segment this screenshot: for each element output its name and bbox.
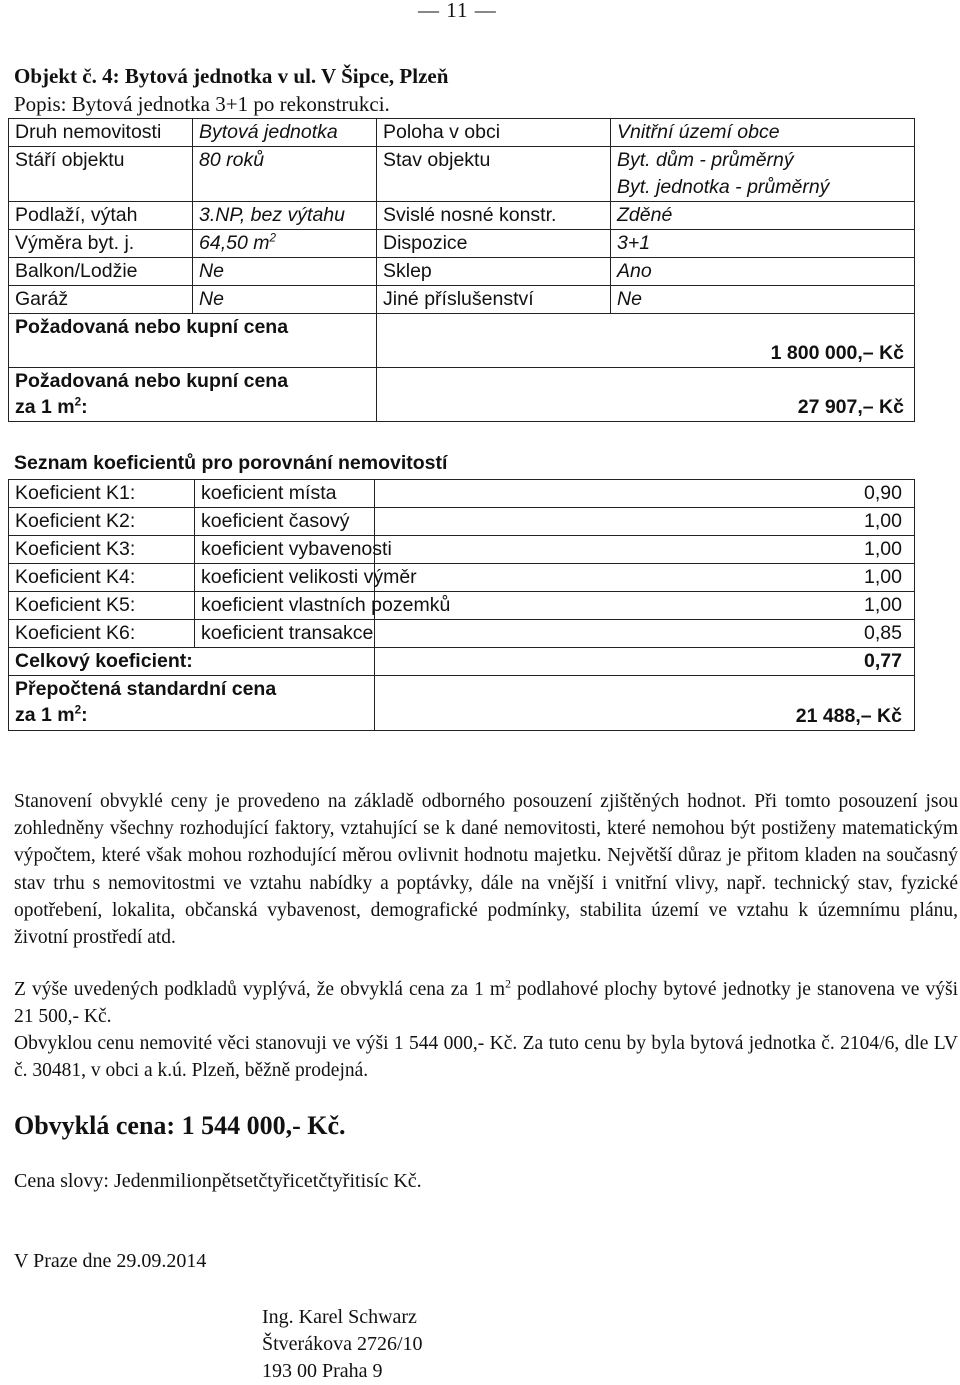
coef-name: Koeficient K3: — [9, 536, 195, 564]
state-unit: Byt. jednotka - průměrný — [617, 176, 830, 198]
date: V Praze dne 29.09.2014 — [14, 1250, 207, 1272]
signature-block — [262, 1304, 423, 1385]
label-cell: Dispozice — [377, 230, 611, 258]
page-number: — 11 — — [418, 0, 497, 22]
table-row — [9, 648, 915, 676]
coef-desc: koeficient vlastních pozemků — [195, 592, 375, 620]
coef-desc: koeficient velikosti výměr — [195, 564, 375, 592]
coef-value: 1,00 — [375, 508, 915, 536]
coef-name: Koeficient K5: — [9, 592, 195, 620]
area-unit-sup: 2 — [269, 231, 276, 245]
signature-name: Ing. Karel Schwarz — [262, 1306, 417, 1328]
label-cell: Sklep — [377, 258, 611, 286]
value-cell: Ne — [611, 286, 915, 314]
coef-desc: koeficient časový — [195, 508, 375, 536]
value-cell: 3+1 — [611, 230, 915, 258]
signature-city: 193 00 Praha 9 — [262, 1360, 383, 1382]
coef-name: Koeficient K1: — [9, 480, 195, 508]
label-cell: Stav objektu — [377, 147, 611, 202]
property-table — [8, 118, 915, 422]
paragraph-unit-price: Z výše uvedených podkladů vyplývá, že obvyklá cena za 1 $m^2$ podlahové plochy bytové jednotky je stanovena ve výši 21 500,- Kč. — [14, 977, 958, 1028]
coefficients-table — [8, 479, 915, 731]
area-value: 64,50 m — [199, 232, 270, 254]
value-cell — [611, 147, 915, 202]
object-title: Objekt č. 4: Bytová jednotka v ul. V Šipce, Plzeň — [14, 64, 449, 88]
price-m2-label-line1: Požadovaná nebo kupní cena — [15, 370, 289, 392]
value-cell: Vnitřní území obce — [611, 119, 915, 147]
price-in-words: Cena slovy: Jedenmilionpětsetčtyřicetčtyřitisíc Kč. — [14, 1170, 422, 1192]
coefficient-row — [9, 592, 915, 620]
label-cell: Svislé nosné konstr. — [377, 202, 611, 230]
value-cell: 80 roků — [193, 147, 377, 202]
table-row — [9, 286, 915, 314]
label-cell: Stáří objektu — [9, 147, 193, 202]
price-m2-value: 27 907,– Kč — [377, 368, 915, 422]
coefficient-row — [9, 480, 915, 508]
table-row — [9, 119, 915, 147]
coefficient-row — [9, 620, 915, 648]
label-cell: Balkon/Lodžie — [9, 258, 193, 286]
coef-desc: koeficient transakce — [195, 620, 375, 648]
coefficients-title: Seznam koeficientů pro porovnání nemovitostí — [14, 452, 448, 474]
value-cell: Zděné — [611, 202, 915, 230]
coef-desc: koeficient místa — [195, 480, 375, 508]
value-cell: Bytová jednotka — [193, 119, 377, 147]
value-cell — [193, 230, 377, 258]
value-cell: Ne — [193, 258, 377, 286]
state-building: Byt. dům - průměrný — [617, 149, 794, 171]
coef-name: Koeficient K2: — [9, 508, 195, 536]
value-cell: Ano — [611, 258, 915, 286]
table-row — [9, 230, 915, 258]
coef-value: 0,85 — [375, 620, 915, 648]
value-cell: 3.NP, bez výtahu — [193, 202, 377, 230]
coefficient-row — [9, 564, 915, 592]
value-cell: Ne — [193, 286, 377, 314]
price-m2-label-line2: za 1 $m^2$: — [15, 395, 88, 418]
label-cell: Jiné příslušenství — [377, 286, 611, 314]
paragraph-assessment: Stanovení obvyklé ceny je provedeno na základě odborného posouzení zjištěných hodnot. Při tomto posouzení jsou zohledněny všechny rozhodující faktory, vztahující se k dané nemovitosti, které nemohou být postiženy matematickým výpočtem, které však mohou rozhodující měrou ovlivnit hodnotu majetku. Největší důraz je přitom kladen na současný stav trhu s nemovitostmi ve vztahu nabídky a poptávky, dále na vnější i vnitřní vlivy, např. technický stav, fyzické opotřebení, lokalita, občanská vybavenost, demografické podmínky, stabilita území ve vztahu k územnímu plánu, životní prostředí atd. — [14, 791, 958, 949]
coef-value: 1,00 — [375, 564, 915, 592]
coefficient-row — [9, 508, 915, 536]
final-price: Obvyklá cena: 1 544 000,- Kč. — [14, 1111, 346, 1140]
paragraph-final: Obvyklou cenu nemovité věci stanovuji ve výši 1 544 000,- Kč. Za tuto cenu by byla bytová jednotka č. 2104/6, dle LV č. 30481, v obci a k.ú. Plzeň, běžně prodejná. — [14, 1033, 958, 1082]
label-cell: Poloha v obci — [377, 119, 611, 147]
label-cell: Podlaží, výtah — [9, 202, 193, 230]
std-price-value: 21 488,– Kč — [375, 676, 915, 731]
price-label: Požadovaná nebo kupní cena — [9, 314, 377, 368]
label-cell: Druh nemovitosti — [9, 119, 193, 147]
price-m2-label — [9, 368, 377, 422]
table-row — [9, 314, 915, 368]
table-row — [9, 676, 915, 731]
coef-value: 1,00 — [375, 536, 915, 564]
total-label: Celkový koeficient: — [9, 648, 375, 676]
label-cell: Garáž — [9, 286, 193, 314]
std-price-label: Přepočtená standardní cena za 1 $m^2$: — [9, 676, 375, 731]
table-row — [9, 258, 915, 286]
coef-desc: koeficient vybavenosti — [195, 536, 375, 564]
coef-value: 0,90 — [375, 480, 915, 508]
coef-name: Koeficient K4: — [9, 564, 195, 592]
table-row — [9, 368, 915, 422]
coefficient-row — [9, 536, 915, 564]
table-row — [9, 202, 915, 230]
price-value: 1 800 000,– Kč — [377, 314, 915, 368]
signature-street: Štverákova 2726/10 — [262, 1333, 423, 1355]
label-cell: Výměra byt. j. — [9, 230, 193, 258]
coef-value: 1,00 — [375, 592, 915, 620]
coef-name: Koeficient K6: — [9, 620, 195, 648]
object-description: Popis: Bytová jednotka 3+1 po rekonstrukci. — [14, 92, 390, 116]
total-value: 0,77 — [375, 648, 915, 676]
table-row — [9, 147, 915, 202]
